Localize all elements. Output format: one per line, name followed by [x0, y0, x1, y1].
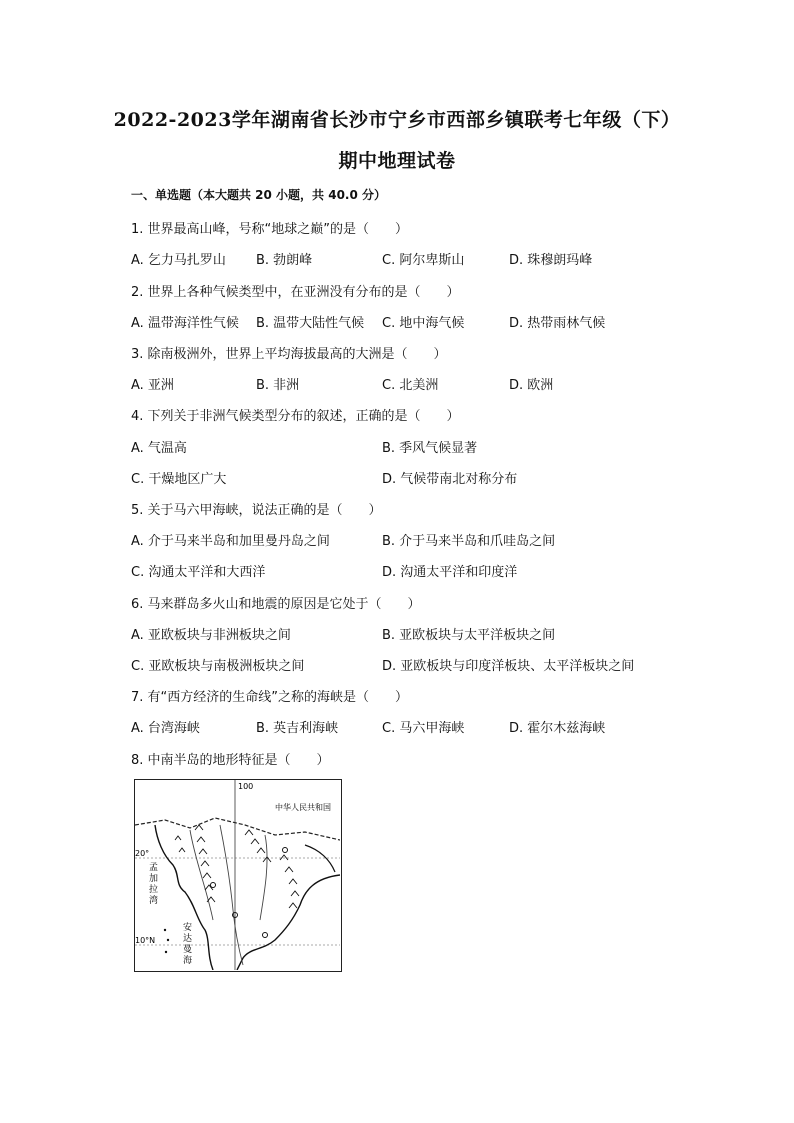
- q3-option-c[interactable]: C. 北美洲: [382, 378, 439, 393]
- question-4-stem: 4. 下列关于非洲气候类型分布的叙述，正确的是（ ）: [131, 409, 460, 424]
- q7-option-d[interactable]: D. 霍尔木兹海峡: [509, 721, 606, 736]
- q5-option-a[interactable]: A. 介于马来半岛和加里曼丹岛之间: [131, 534, 330, 549]
- question-1-stem: 1. 世界最高山峰，号称“地球之巅”的是（ ）: [131, 222, 409, 237]
- q3-option-a[interactable]: A. 亚洲: [131, 378, 174, 393]
- tonkin-coast: [305, 845, 335, 872]
- andaman-sea-label: 安达曼海: [183, 923, 193, 966]
- question-8-stem: 8. 中南半岛的地形特征是（ ）: [131, 753, 330, 768]
- q6-option-b[interactable]: B. 亚欧板块与太平洋板块之间: [382, 628, 556, 643]
- q1-option-d[interactable]: D. 珠穆朗玛峰: [509, 253, 593, 268]
- q5-option-b[interactable]: B. 介于马来半岛和爪哇岛之间: [382, 534, 556, 549]
- q4-option-d[interactable]: D. 气候带南北对称分布: [382, 472, 518, 487]
- q6-option-c[interactable]: C. 亚欧板块与南极洲板块之间: [131, 659, 305, 674]
- q7-option-c[interactable]: C. 马六甲海峡: [382, 721, 465, 736]
- q7-option-b[interactable]: B. 英吉利海峡: [256, 721, 339, 736]
- q5-option-d[interactable]: D. 沟通太平洋和印度洋: [382, 565, 518, 580]
- east-coastline: [237, 875, 340, 970]
- q4-option-c[interactable]: C. 干燥地区广大: [131, 472, 227, 487]
- question-2-stem: 2. 世界上各种气候类型中，在亚洲没有分布的是（ ）: [131, 285, 460, 300]
- island-dot: [167, 939, 169, 941]
- q3-option-d[interactable]: D. 欧洲: [509, 378, 554, 393]
- question-7-stem: 7. 有“西方经济的生命线”之称的海峡是（ ）: [131, 690, 409, 705]
- river-1: [220, 825, 243, 965]
- q7-option-a[interactable]: A. 台湾海峡: [131, 721, 200, 736]
- exam-title-line2: 期中地理试卷: [338, 150, 456, 172]
- island-dot: [164, 929, 166, 931]
- q1-option-a[interactable]: A. 乞力马扎罗山: [131, 253, 226, 268]
- q2-option-a[interactable]: A. 温带海洋性气候: [131, 316, 239, 331]
- q4-option-b[interactable]: B. 季风气候显著: [382, 441, 478, 456]
- q6-option-a[interactable]: A. 亚欧板块与非洲板块之间: [131, 628, 291, 643]
- china-label: 中华人民共和国: [275, 803, 331, 812]
- q2-option-d[interactable]: D. 热带雨林气候: [509, 316, 606, 331]
- question-6-stem: 6. 马来群岛多火山和地震的原因是它处于（ ）: [131, 597, 421, 612]
- mountain-ranges: [175, 825, 299, 908]
- q2-option-b[interactable]: B. 温带大陆性气候: [256, 316, 365, 331]
- city-marker-3: [283, 848, 288, 853]
- latitude-10-label: 10°N: [135, 936, 156, 945]
- question-3-stem: 3. 除南极洲外，世界上平均海拔最高的大洲是（ ）: [131, 347, 447, 362]
- city-marker-1: [211, 883, 216, 888]
- q6-option-d[interactable]: D. 亚欧板块与印度洋板块、太平洋板块之间: [382, 659, 635, 674]
- latitude-20-label: 20°: [135, 849, 150, 858]
- bay-of-bengal-label: 孟加拉湾: [149, 863, 159, 906]
- question-5-stem: 5. 关于马六甲海峡，说法正确的是（ ）: [131, 503, 382, 518]
- exam-title-line1: 2022-2023学年湖南省长沙市宁乡市西部乡镇联考七年级（下）: [113, 109, 681, 131]
- q1-option-c[interactable]: C. 阿尔卑斯山: [382, 253, 465, 268]
- q2-option-c[interactable]: C. 地中海气候: [382, 316, 465, 331]
- section-heading: 一、单选题（本大题共 20 小题，共 40.0 分）: [131, 188, 387, 202]
- q5-option-c[interactable]: C. 沟通太平洋和大西洋: [131, 565, 266, 580]
- island-dot: [165, 951, 167, 953]
- q4-option-a[interactable]: A. 气温高: [131, 441, 187, 456]
- q1-option-b[interactable]: B. 勃朗峰: [256, 253, 313, 268]
- china-border: [135, 818, 340, 840]
- city-marker-4: [263, 933, 268, 938]
- indochina-map: [134, 779, 342, 972]
- q3-option-b[interactable]: B. 非洲: [256, 378, 300, 393]
- longitude-label: 100: [238, 782, 254, 791]
